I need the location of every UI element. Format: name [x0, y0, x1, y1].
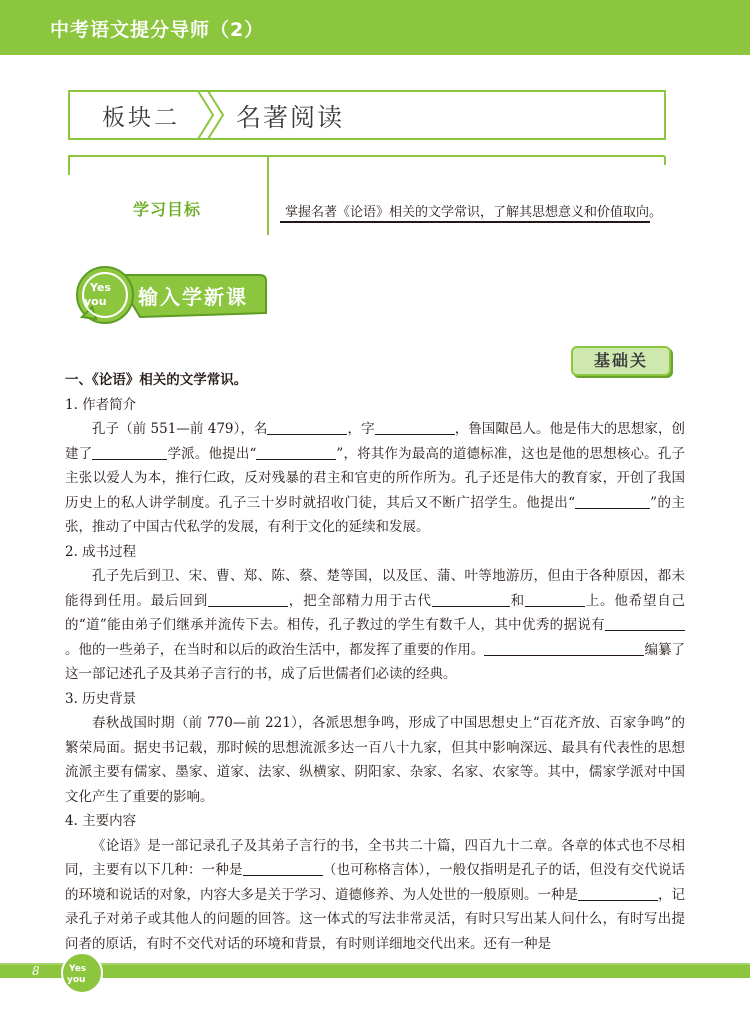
- goal-label: 学习目标: [133, 200, 202, 219]
- blank-field[interactable]: [208, 591, 288, 607]
- book-title: 中考语文提分导师（2）: [50, 19, 265, 41]
- svg-text:you: you: [84, 295, 107, 308]
- svg-text:you: you: [67, 975, 86, 985]
- subsection-title-writing: 2. 成书过程: [65, 543, 137, 560]
- level-tag: 基础关: [571, 346, 671, 376]
- writing-paragraph: 孔子先后到卫、宋、曹、郑、陈、蔡、楚等国，以及匡、蒲、叶等地游历，但由于各种原因，都未能得到任用。最后回到 ，把全部精力用于古代 和 上。他希望自己的“道”能由弟子们继承并流传下去。相传，孔子教过的学生有数千人，其中优秀的据说有。他的一些弟子，在当时和以后的政治生活中，都发挥了重要的作用。 编纂了这一部记述孔子及其弟子言行的书，成了后世儒者们必读的经典。: [65, 568, 686, 682]
- author-paragraph: 孔子（前 551—前 479），名 ，字 ，鲁国陬邑人。他是伟大的思想家，创建了 学派。他提出“ ”，将其作为最高的道德标准，这也是他的思想核心。孔子主张以爱人为本，推行仁政，反对残暴的君主和官吏的所作所为。孔子还是伟大的教育家，开创了我国历史上的私人讲学制度。孔子三十岁时就招收门徒，其后又不断广招学生。他提出“ ”的主张，推动了中国古代私学的发展，有利于文化的延续和发展。: [65, 421, 686, 535]
- footer-logo-icon: [60, 951, 104, 995]
- badge-text: 输入学新课: [138, 285, 248, 309]
- logo-mark-text: Yes: [90, 281, 111, 294]
- blank-field[interactable]: [525, 591, 585, 607]
- goal-frame: [68, 155, 666, 235]
- svg-text:Yes: Yes: [69, 964, 87, 974]
- blank-field[interactable]: [575, 493, 650, 509]
- blank-field[interactable]: [605, 615, 685, 631]
- blank-field[interactable]: [92, 444, 167, 460]
- content-paragraph: 《论语》是一部记录孔子及其弟子言行的书，全书共二十篇，四百九十二章。各章的体式也不尽相同，主要有以下几种：一种是 （也可称格言体），一般仅指明是孔子的话，但没有交代说话的环境和说话的对象，内容大多是关于学习、道德修养、为人处世的一般原则。一种是 ，记录孔子对弟子或其他人的问题的回答。这一体式的写法非常灵活，有时只写出某人问什么，有时写出提问者的原话，有时不交代对话的环境和背景，有时则详细地交代出来。还有一种是: [65, 837, 686, 952]
- blank-field[interactable]: [432, 591, 510, 607]
- section-number: 板块二: [102, 105, 180, 131]
- goal-text: 掌握名著《论语》相关的文学常识，了解其思想意义和价值取向。: [285, 205, 663, 220]
- blank-field[interactable]: [267, 419, 347, 435]
- main-heading: 一、《论语》相关的文学常识。: [65, 372, 248, 388]
- new-lesson-badge: [70, 265, 270, 325]
- subsection-title-background: 3. 历史背景: [65, 690, 137, 707]
- background-paragraph: 春秋战国时期（前 770—前 221），各派思想争鸣，形成了中国思想史上“百花齐放、百家争鸣”的繁荣局面。据史书记载，那时候的思想流派多达一百八十九家，但其中影响深远、最具有代表性的思想流派主要有儒家、墨家、道家、法家、纵横家、阴阳家、杂家、名家、农家等。其中，儒家学派对中国文化产生了重要的影响。: [65, 715, 685, 805]
- header-bar: [0, 0, 750, 55]
- blank-field[interactable]: [578, 885, 658, 901]
- blank-field[interactable]: [243, 860, 323, 876]
- subsection-title-content: 4. 主要内容: [65, 813, 137, 829]
- blank-field[interactable]: [256, 444, 336, 460]
- section-banner: [68, 90, 666, 140]
- learning-goal-box: [68, 155, 666, 235]
- blank-field[interactable]: [484, 640, 644, 656]
- subsection-title-author: 1. 作者简介: [65, 396, 137, 413]
- section-name: 名著阅读: [236, 103, 345, 132]
- footer-bar: [0, 965, 750, 978]
- goal-underline: [280, 221, 650, 223]
- main-content: [65, 368, 685, 956]
- blank-field[interactable]: [375, 419, 455, 435]
- page-number: 8: [32, 964, 40, 978]
